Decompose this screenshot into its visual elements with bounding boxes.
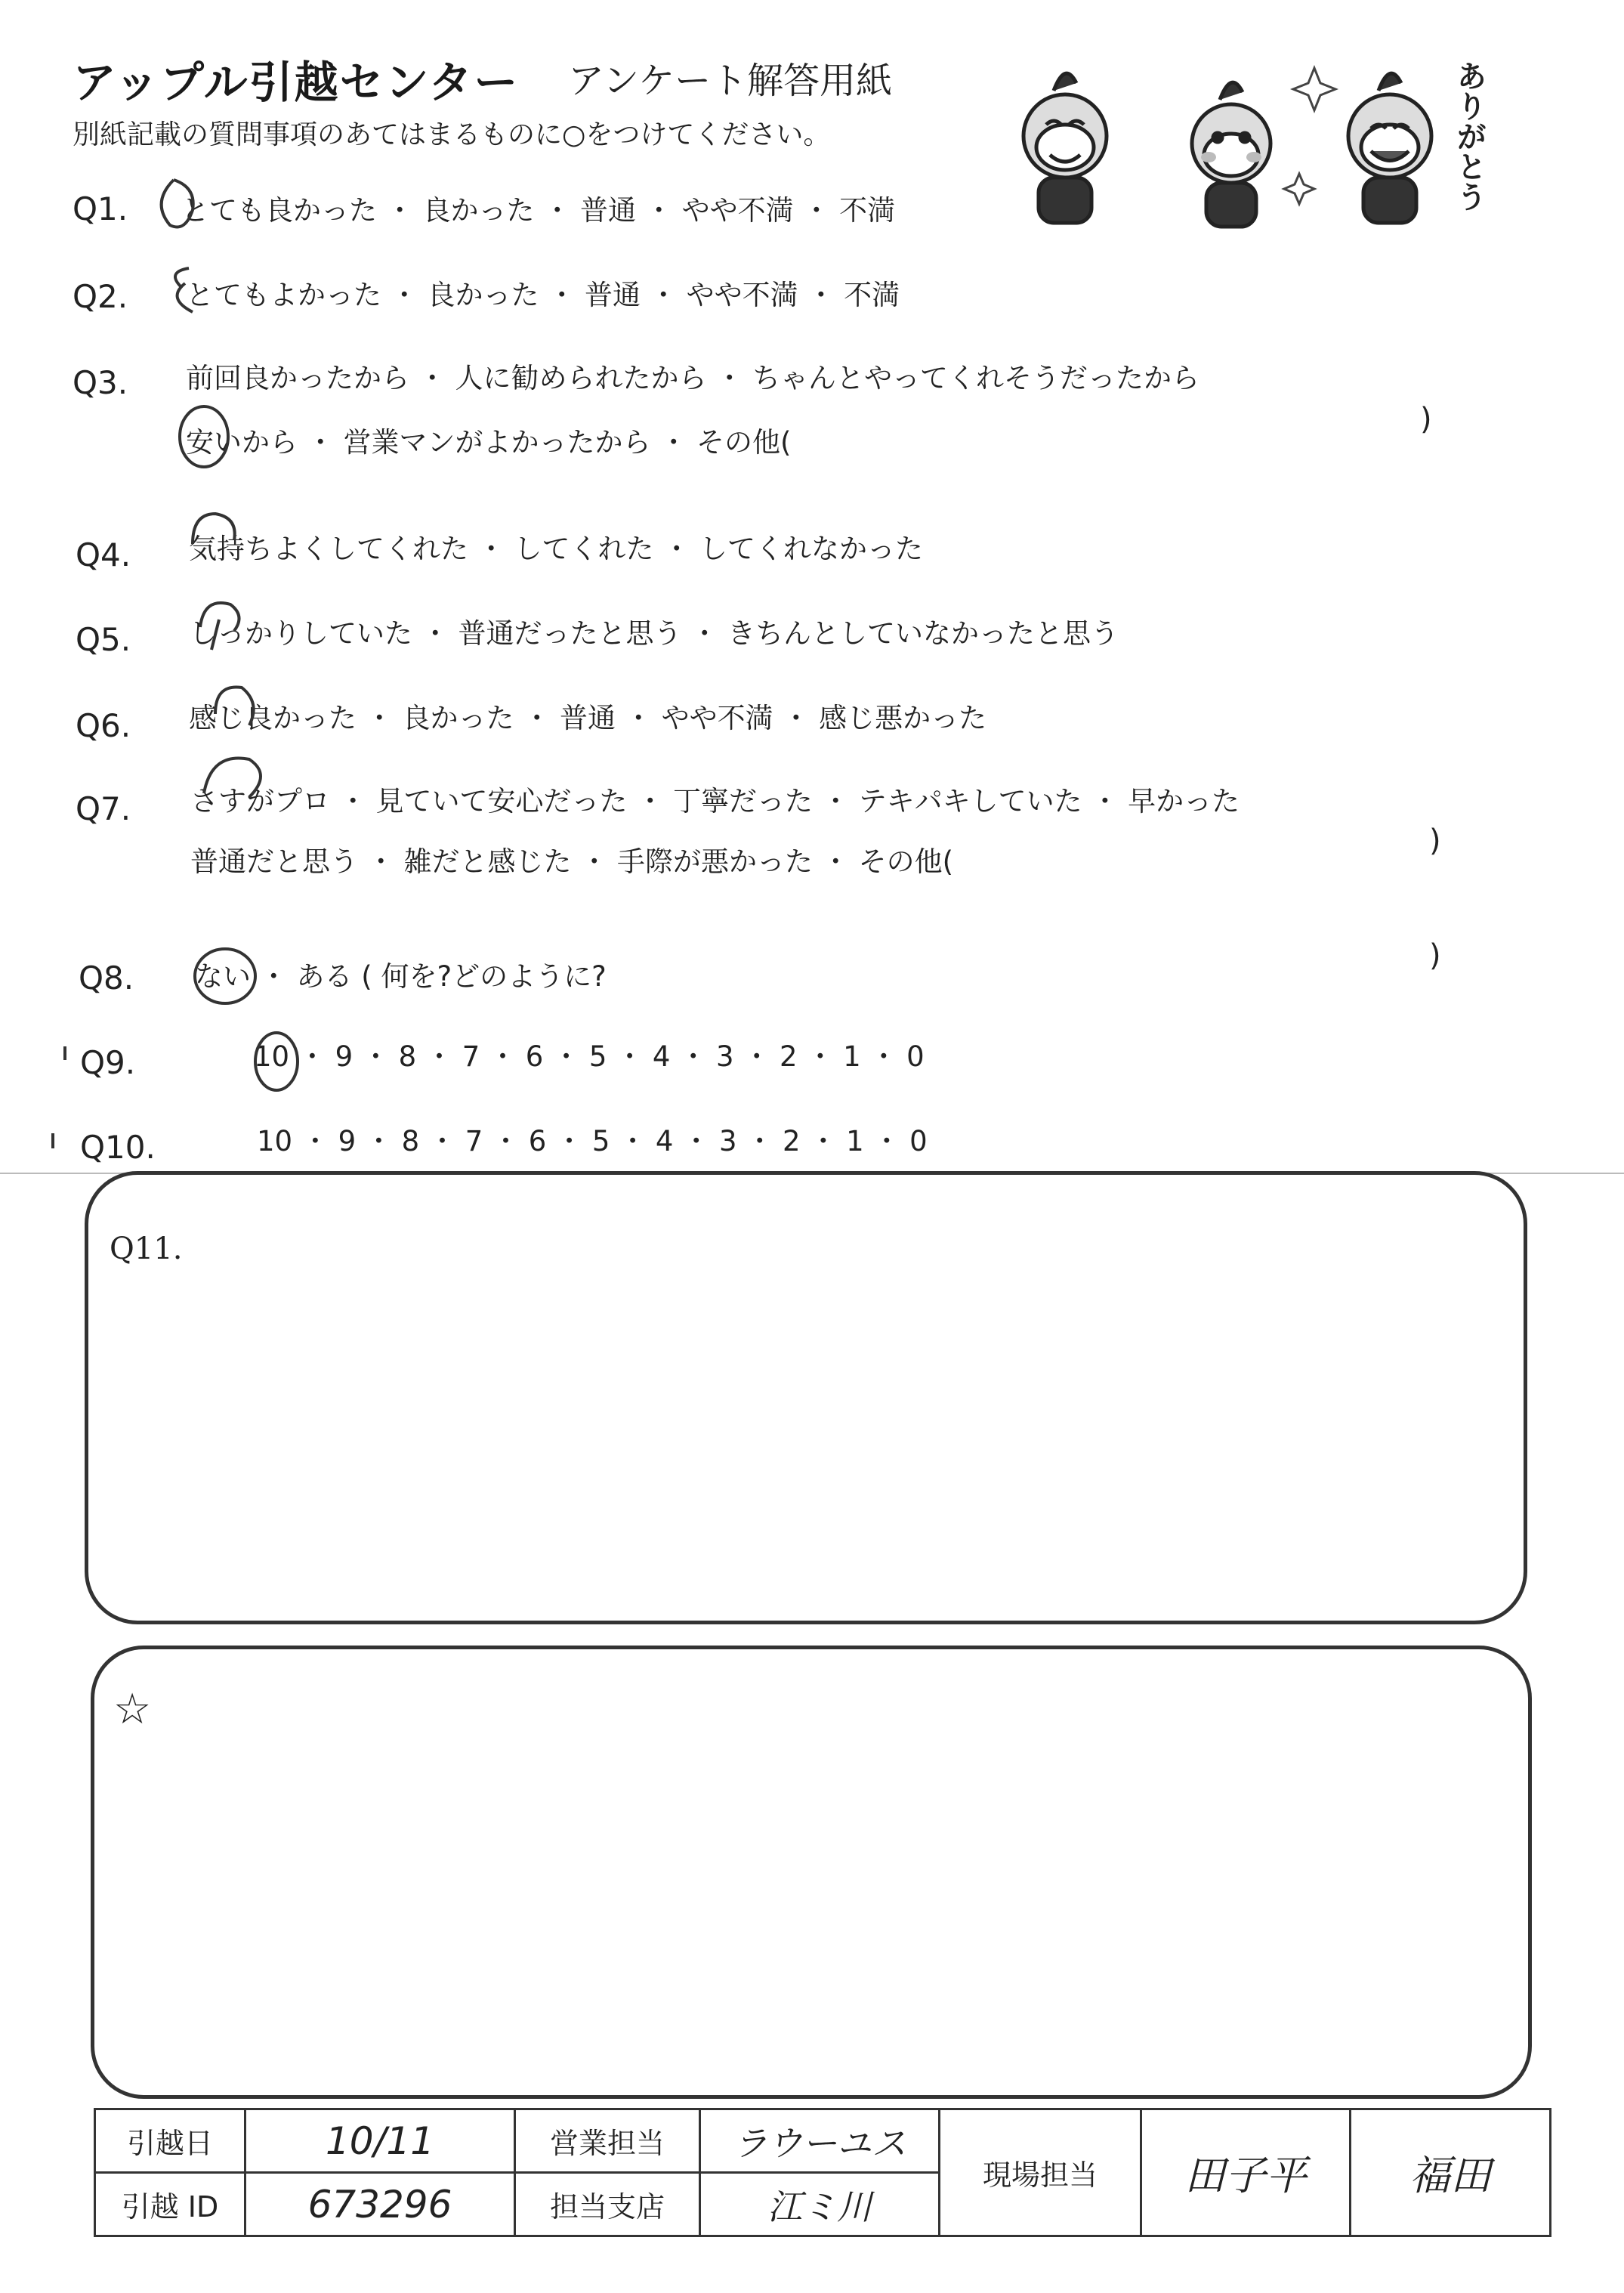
handwritten-circle-mark: [180, 406, 228, 467]
question-label: Q1.: [73, 190, 128, 227]
handwritten-circle-mark: [193, 514, 235, 544]
question-options-line2: 普通だと思う ・ 雑だと感じた ・ 手際が悪かった ・ その他(: [190, 845, 954, 878]
close-paren: ): [1429, 824, 1441, 858]
handwritten-circle-mark: [204, 758, 261, 797]
question-label: Q6.: [76, 707, 131, 744]
question-label: Q4.: [76, 536, 131, 573]
question-label: Q5.: [76, 621, 131, 658]
question-options: 気持ちよくしてくれた ・ してくれた ・ してくれなかった: [189, 533, 924, 565]
instruction-text: 別紙記載の質問事項のあてはまるものに○をつけてください。: [73, 119, 831, 150]
site-label: 現場担当: [940, 2109, 1141, 2236]
rating-scale: 10 ・ 9 ・ 8 ・ 7 ・ 6 ・ 5 ・ 4 ・ 3 ・ 2 ・ 1 ・ 0: [257, 1125, 928, 1157]
question-options: 前回良かったから ・ 人に勧められたから ・ ちゃんとやってくれそうだったから: [186, 362, 1200, 394]
mascot-thanks-text: ありがとう: [1452, 60, 1487, 212]
info-table: [94, 2108, 1551, 2237]
move-id-label: 引越 ID: [95, 2173, 245, 2236]
question-options-line2: 安いから ・ 営業マンがよかったから ・ その他(: [186, 426, 792, 459]
sales-value: ラウーユス: [700, 2109, 940, 2173]
close-paren: ): [1420, 402, 1432, 437]
sales-label: 営業担当: [515, 2109, 700, 2173]
handwritten-tick-mark: [53, 1046, 65, 1148]
question-options: ない ・ ある ( 何を?どのように?: [195, 960, 607, 993]
q11-comment-box[interactable]: [85, 1171, 1527, 1624]
question-label: Q7.: [76, 790, 131, 827]
form-subtitle: アンケート解答用紙: [568, 60, 893, 102]
handwritten-circle-mark: [195, 949, 255, 1003]
question-options: とてもよかった ・ 良かった ・ 普通 ・ やや不満 ・ 不満: [186, 279, 900, 311]
close-paren: ): [1429, 938, 1441, 973]
handwritten-circle-mark: [215, 687, 254, 725]
site-value-2: 福田: [1351, 2109, 1551, 2236]
move-date-label: 引越日: [95, 2109, 245, 2173]
question-label: Q2.: [73, 278, 128, 315]
question-label: Q10.: [80, 1129, 156, 1166]
handwritten-circle-mark: [255, 1033, 298, 1090]
question-options: とても良かった ・ 良かった ・ 普通 ・ やや不満 ・ 不満: [181, 194, 896, 227]
branch-value: 江ミ川: [700, 2173, 940, 2236]
handwritten-circle-mark: [162, 180, 193, 227]
question-options: 感じ良かった ・ 良かった ・ 普通 ・ やや不満 ・ 感じ悪かった: [189, 702, 987, 734]
handwritten-circle-mark: [175, 268, 193, 312]
question-label: Q3.: [73, 364, 128, 401]
q11-label: Q11.: [110, 1231, 183, 1266]
handwritten-circle-mark: [200, 603, 239, 650]
company-title: アップル引越センター: [73, 57, 520, 108]
site-value-1: 田子平: [1141, 2109, 1351, 2236]
question-options: さすがプロ ・ 見ていて安心だった ・ 丁寧だった ・ テキパキしていた ・ 早かった: [190, 785, 1240, 817]
move-id-value: 673296: [245, 2173, 515, 2236]
question-label: Q8.: [79, 960, 134, 997]
star-icon: ☆: [113, 1685, 152, 1734]
star-comment-box[interactable]: [91, 1646, 1532, 2099]
question-label: Q9.: [80, 1044, 136, 1081]
question-options: しっかりしていた ・ 普通だったと思う ・ きちんとしていなかったと思う: [189, 617, 1119, 650]
rating-scale: 10 ・ 9 ・ 8 ・ 7 ・ 6 ・ 5 ・ 4 ・ 3 ・ 2 ・ 1 ・ 0: [254, 1040, 925, 1073]
move-date-value: 10/11: [245, 2109, 515, 2173]
branch-label: 担当支店: [515, 2173, 700, 2236]
